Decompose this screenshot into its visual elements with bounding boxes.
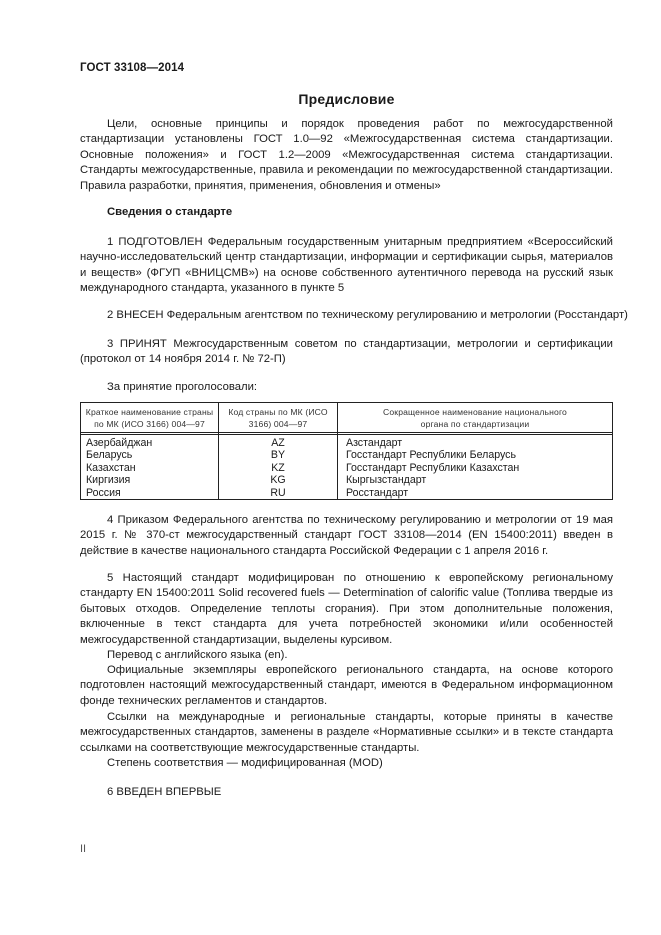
item-5-translation: Перевод с английского языка (en).	[107, 649, 288, 661]
table-row	[81, 449, 612, 461]
column-header-body: Сокращенное наименование национального органа по стандартизации	[383, 407, 567, 429]
document-id-header: ГОСТ 33108—2014	[80, 62, 185, 74]
table-row	[81, 462, 612, 474]
item-5-conformity-degree: Степень соответствия — модифицированная (MOD)	[107, 757, 383, 769]
cell-code: RU	[270, 486, 286, 499]
cell-body: Азстандарт	[346, 437, 403, 449]
voted-label: За принятие проголосовали:	[107, 381, 258, 393]
item-5-modified: 5 Настоящий стандарт модифицирован по отношению к европейскому региональному стандарту EN 15400:2011 Solid recovered fuels — Determination of calorific value (Топлива твердые из бытовых отходов. Определение теплоты сгорания). При этом дополнительные положения, включенные в текст стандарта для учета потребностей экономики и/или особенностей межгосударственной стандартизации, выделены курсивом.	[80, 572, 613, 646]
cell-country: Россия	[86, 486, 121, 499]
cell-code: AZ	[271, 437, 285, 449]
cell-code: BY	[270, 449, 286, 462]
cell-code: KZ	[271, 461, 285, 474]
table-row	[81, 487, 612, 499]
vote-table	[80, 402, 613, 500]
cell-country: Азербайджан	[86, 437, 153, 449]
intro-paragraph: Цели, основные принципы и порядок проведения работ по межгосударственной стандартизации установлены ГОСТ 1.0—92 «Межгосударственная система стандартизации. Основные положения» и ГОСТ 1.2—2009 «Межгосударственная система стандартизации. Стандарты межгосударственные, правила и рекомендации по межгосударственной стандартизации. Правила разработки, принятия, применения, обновления и отмены»	[80, 118, 613, 192]
cell-body: Росстандарт	[346, 486, 409, 499]
item-6-introduced: 6 ВВЕДЕН ВПЕРВЫЕ	[107, 786, 222, 798]
item-1-prepared: 1 ПОДГОТОВЛЕН Федеральным государственным унитарным предприятием «Всероссийский научно-исследовательский центр стандартизации, информации и сертификации сырья, материалов и веществ» (ФГУП «ВНИЦСМВ») на основе собственного аутентичного перевода на русский язык международного стандарта, указанного в пункте 5	[80, 236, 613, 295]
cell-country: Казахстан	[86, 461, 136, 474]
cell-body: Кыргызстандарт	[346, 474, 427, 487]
page-number: II	[80, 843, 87, 855]
cell-country: Киргизия	[86, 474, 131, 487]
cell-body: Госстандарт Республики Беларусь	[346, 449, 516, 462]
table-row	[81, 437, 612, 449]
table-row	[81, 474, 612, 486]
cell-code: KG	[270, 474, 286, 487]
cell-country: Беларусь	[86, 449, 133, 462]
item-5-references: Ссылки на международные и региональные стандарты, которые приняты в качестве межгосударственных стандартов, заменены в разделе «Нормативные ссылки» и в тексте стандарта ссылками на соответствующие межгосударственные стандарты.	[80, 711, 613, 754]
item-5-official-copies: Официальные экземпляры европейского регионального стандарта, на основе которого подготовлен настоящий межгосударственный стандарт, имеются в Федеральном информационном фонде технических регламентов и стандартов.	[80, 664, 613, 707]
vote-table-header	[81, 403, 612, 435]
cell-body: Госстандарт Республики Казахстан	[346, 461, 520, 474]
vote-table-body	[81, 437, 612, 499]
item-4-order: 4 Приказом Федерального агентства по техническому регулированию и метрологии от 19 мая 2015 г. № 370-ст межгосударственный стандарт ГОСТ 33108—2014 (EN 15400:2011) введен в действие в качестве национального стандарта Российской Федерации с 1 апреля 2016 г.	[80, 514, 613, 557]
item-3-adopted: 3 ПРИНЯТ Межгосударственным советом по стандартизации, метрологии и сертификации (протокол от 14 ноября 2014 г. № 72-П)	[80, 338, 613, 366]
column-header-code: Код страны по МК (ИСО 3166) 004—97	[228, 407, 328, 429]
page-title: Предисловие	[298, 91, 395, 107]
column-header-country: Краткое наименование страны по МК (ИСО 3166) 004—97	[85, 407, 214, 429]
section-heading-standard-info: Сведения о стандарте	[107, 206, 233, 218]
item-2-submitted: 2 ВНЕСЕН Федеральным агентством по техническому регулированию и метрологии (Росстандарт)	[107, 309, 628, 321]
